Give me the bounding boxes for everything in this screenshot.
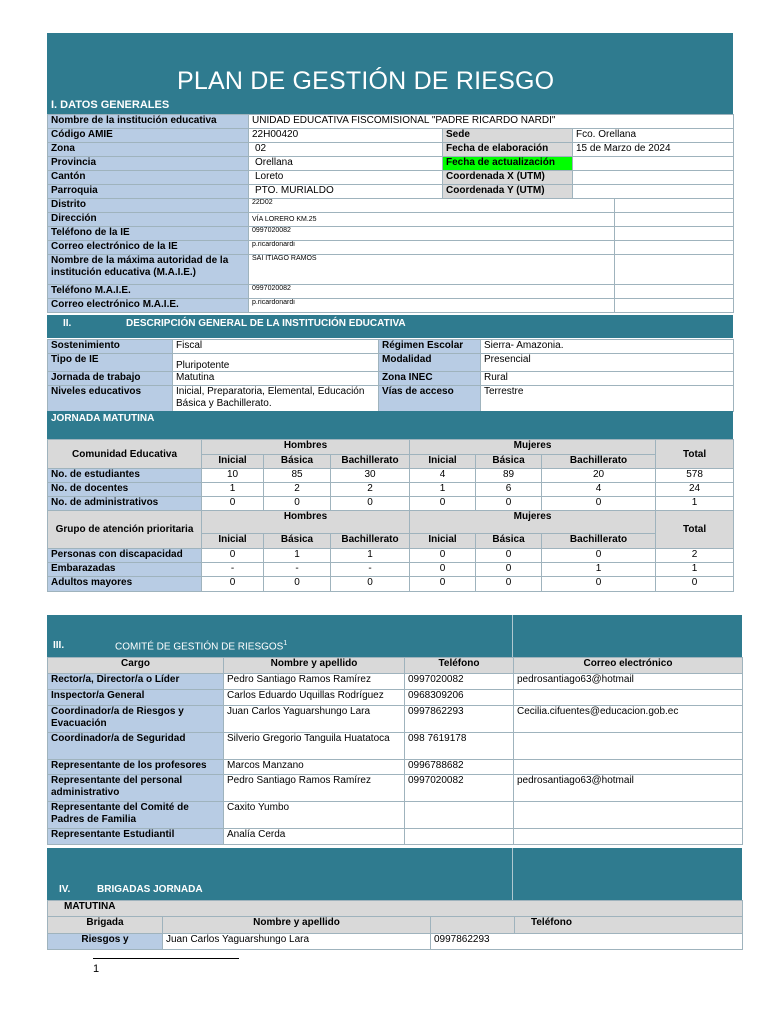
cell: 10 <box>202 469 264 483</box>
correo-cell <box>514 802 743 829</box>
distrito-value: 22D02 <box>249 199 615 213</box>
telefono-cell <box>405 829 514 845</box>
correo-cell <box>514 733 743 760</box>
cell: 0 <box>410 549 476 563</box>
cell: 1 <box>202 483 264 497</box>
column-header: Correo electrónico <box>514 658 743 674</box>
section-3-title-group <box>115 640 287 652</box>
section-2-title: DESCRIPCIÓN GENERAL DE LA INSTITUCIÓN EDUCATIVA <box>126 318 406 329</box>
table-row <box>48 760 743 775</box>
page-title: PLAN DE GESTIÓN DE RIESGO <box>177 67 555 95</box>
coordenada-x-label: Coordenada X (UTM) <box>443 171 573 185</box>
coordenada-y-label: Coordenada Y (UTM) <box>443 185 573 199</box>
telefono-ie-value: 0997020082 <box>249 227 615 241</box>
fecha-actualizacion-label: Fecha de actualización <box>443 157 573 171</box>
cell: 0 <box>656 577 734 592</box>
section-2-number: II. <box>63 318 72 329</box>
correo-cell <box>514 760 743 775</box>
modalidad-label: Modalidad <box>379 354 481 372</box>
cell: 4 <box>410 469 476 483</box>
telefono-maie-value: 0997020082 <box>249 285 615 299</box>
level-header: Básica <box>264 534 331 549</box>
cell: 0 <box>202 497 264 511</box>
nombre-cell: Pedro Santiago Ramos Ramírez <box>224 775 405 802</box>
correo-maie-label: Correo electrónico M.A.I.E. <box>48 299 249 313</box>
level-header: Básica <box>476 534 542 549</box>
telefono-ie-label: Teléfono de la IE <box>48 227 249 241</box>
cell: - <box>264 563 331 577</box>
row-label: Embarazadas <box>48 563 202 577</box>
fecha-actualizacion-value <box>573 157 734 171</box>
total-header-2: Total <box>656 511 734 549</box>
telefono-cell: 0997020082 <box>405 674 514 690</box>
coordenada-x-value <box>573 171 734 185</box>
sostenimiento-value: Fiscal <box>173 340 379 354</box>
zona-inec-label: Zona INEC <box>379 372 481 386</box>
regimen-label: Régimen Escolar <box>379 340 481 354</box>
cargo-cell: Coordinador/a de Riesgos y Evacuación <box>48 706 224 733</box>
cell: 0 <box>410 497 476 511</box>
table-row <box>48 469 734 483</box>
fecha-elaboracion-value: 15 de Marzo de 2024 <box>573 143 734 157</box>
table-row <box>48 549 734 563</box>
cell: 6 <box>476 483 542 497</box>
fecha-elaboracion-label: Fecha de elaboración <box>443 143 573 157</box>
correo-cell <box>514 829 743 845</box>
vias-label: Vías de acceso <box>379 386 481 412</box>
correo-maie-value: p.ricardonardi <box>249 299 615 313</box>
cargo-cell: Representante Estudiantil <box>48 829 224 845</box>
cell: 0 <box>476 577 542 592</box>
institution-label: Nombre de la institución educativa <box>48 115 249 129</box>
cell: 2 <box>264 483 331 497</box>
footnote-number: 1 <box>93 963 100 975</box>
cell: 0 <box>476 549 542 563</box>
row-label: No. de estudiantes <box>48 469 202 483</box>
telefono-cell: 0997862293 <box>431 934 743 950</box>
cell: 578 <box>656 469 734 483</box>
cell: 0 <box>542 497 656 511</box>
table-row <box>48 829 743 845</box>
cell: 24 <box>656 483 734 497</box>
column-header: Cargo <box>48 658 224 674</box>
comunidad-header: Comunidad Educativa <box>48 440 202 469</box>
cargo-cell: Representante de los profesores <box>48 760 224 775</box>
cell: 4 <box>542 483 656 497</box>
column-header: Brigada <box>48 917 163 934</box>
cell: 1 <box>656 497 734 511</box>
cell: 89 <box>476 469 542 483</box>
cell: 2 <box>331 483 410 497</box>
canton-value: Loreto <box>249 171 443 185</box>
provincia-label: Provincia <box>48 157 249 171</box>
section-3-bar <box>47 615 742 657</box>
table-row <box>48 802 743 829</box>
section-1-title: I. DATOS GENERALES <box>51 99 170 111</box>
amie-label: Código AMIE <box>48 129 249 143</box>
cell: 0 <box>542 577 656 592</box>
cell: 0 <box>410 577 476 592</box>
provincia-value: Orellana <box>249 157 443 171</box>
descripcion-table <box>47 339 734 412</box>
level-header: Inicial <box>202 534 264 549</box>
nombre-cell: Analía Cerda <box>224 829 405 845</box>
cell: 0 <box>264 577 331 592</box>
regimen-value: Sierra- Amazonia. <box>481 340 734 354</box>
canton-label: Cantón <box>48 171 249 185</box>
brigadas-table <box>47 900 743 950</box>
cell: 1 <box>331 549 410 563</box>
cargo-cell: Inspector/a General <box>48 690 224 706</box>
table-row <box>48 577 734 592</box>
sostenimiento-label: Sostenimiento <box>48 340 173 354</box>
section-2-bar <box>47 315 733 338</box>
telefono-cell: 098 7619178 <box>405 733 514 760</box>
footnote-ref: 1 <box>283 640 288 647</box>
niveles-value: Inicial, Preparatoria, Elemental, Educación Básica y Bachillerato. <box>173 386 379 412</box>
parroquia-label: Parroquia <box>48 185 249 199</box>
parroquia-value: PTO. MURIALDO <box>249 185 443 199</box>
row-label: Personas con discapacidad <box>48 549 202 563</box>
datos-generales-table <box>47 114 734 313</box>
cell: - <box>331 563 410 577</box>
level-header: Bachillerato <box>331 534 410 549</box>
brigadas-subtitle: MATUTINA <box>48 901 743 917</box>
cell: 0 <box>264 497 331 511</box>
nombre-cell: Silverio Gregorio Tanguila Huatatoca <box>224 733 405 760</box>
row-label: Adultos mayores <box>48 577 202 592</box>
table-row <box>48 497 734 511</box>
grupo-header: Grupo de atención prioritaria <box>48 511 202 549</box>
column-header: Nombre y apellido <box>224 658 405 674</box>
tipo-ie-label: Tipo de IE <box>48 354 173 372</box>
cell: 0 <box>331 497 410 511</box>
document-header <box>47 33 733 114</box>
cargo-cell: Coordinador/a de Seguridad <box>48 733 224 760</box>
distrito-label: Distrito <box>48 199 249 213</box>
nombre-cell: Carlos Eduardo Uquillas Rodríguez <box>224 690 405 706</box>
sede-label: Sede <box>443 129 573 143</box>
mujeres-header: Mujeres <box>410 440 656 455</box>
level-header: Básica <box>264 455 331 469</box>
jornada-trabajo-value: Matutina <box>173 372 379 386</box>
cell: 0 <box>202 577 264 592</box>
vias-value: Terrestre <box>481 386 734 412</box>
level-header: Inicial <box>202 455 264 469</box>
cell: 2 <box>656 549 734 563</box>
cell: 1 <box>542 563 656 577</box>
cell: 1 <box>264 549 331 563</box>
nombre-cell: Pedro Santiago Ramos Ramírez <box>224 674 405 690</box>
jornada-bar <box>47 411 733 439</box>
comite-table <box>47 657 743 845</box>
institution-value: UNIDAD EDUCATIVA FISCOMISIONAL "PADRE RICARDO NARDI" <box>249 115 734 129</box>
cell: 0 <box>331 577 410 592</box>
level-header: Bachillerato <box>542 455 656 469</box>
modalidad-value: Presencial <box>481 354 734 372</box>
telefono-cell: 0968309206 <box>405 690 514 706</box>
telefono-cell <box>405 802 514 829</box>
level-header: Bachillerato <box>542 534 656 549</box>
cargo-cell: Representante del Comité de Padres de Familia <box>48 802 224 829</box>
cell: 0 <box>476 563 542 577</box>
total-header: Total <box>656 440 734 469</box>
level-header: Inicial <box>410 455 476 469</box>
cell: 1 <box>656 563 734 577</box>
mujeres-header-2: Mujeres <box>410 511 656 534</box>
table-row <box>48 690 743 706</box>
maie-value: SAI ITIAGO RAMOS <box>249 255 615 285</box>
direccion-label: Dirección <box>48 213 249 227</box>
table-row <box>48 775 743 802</box>
table-row <box>48 483 734 497</box>
table-row <box>48 706 743 733</box>
cell: 0 <box>476 497 542 511</box>
column-header: Nombre y apellido <box>163 917 431 934</box>
footnote-separator <box>93 958 239 959</box>
telefono-maie-label: Teléfono M.A.I.E. <box>48 285 249 299</box>
amie-value: 22H00420 <box>249 129 443 143</box>
nombre-cell: Juan Carlos Yaguarshungo Lara <box>163 934 431 950</box>
cargo-cell: Rector/a, Director/a o Líder <box>48 674 224 690</box>
zona-inec-value: Rural <box>481 372 734 386</box>
coordenada-y-value <box>573 185 734 199</box>
telefono-cell: 0997020082 <box>405 775 514 802</box>
telefono-cell: 0996788682 <box>405 760 514 775</box>
level-header: Inicial <box>410 534 476 549</box>
hombres-header-2: Hombres <box>202 511 410 534</box>
cell: 0 <box>410 563 476 577</box>
zona-value: 02 <box>249 143 443 157</box>
cell: 20 <box>542 469 656 483</box>
nombre-cell: Juan Carlos Yaguarshungo Lara <box>224 706 405 733</box>
cell: 30 <box>331 469 410 483</box>
level-header: Básica <box>476 455 542 469</box>
correo-cell: pedrosantiago63@hotmail <box>514 674 743 690</box>
row-label: No. de administrativos <box>48 497 202 511</box>
cell: 85 <box>264 469 331 483</box>
sede-value: Fco. Orellana <box>573 129 734 143</box>
hombres-header: Hombres <box>202 440 410 455</box>
cell: - <box>202 563 264 577</box>
jornada-trabajo-label: Jornada de trabajo <box>48 372 173 386</box>
jornada-title: JORNADA MATUTINA <box>51 413 155 424</box>
cell: 0 <box>542 549 656 563</box>
direccion-value: VÍA LORERO KM.25 <box>249 213 615 227</box>
section-3-title: COMITÉ DE GESTIÓN DE RIESGOS <box>115 641 284 653</box>
table-row <box>48 934 743 950</box>
bar-divider <box>512 615 513 657</box>
bar-divider <box>512 848 513 900</box>
niveles-label: Niveles educativos <box>48 386 173 412</box>
correo-cell: Cecilia.cifuentes@educacion.gob.ec <box>514 706 743 733</box>
section-4-number: IV. <box>59 884 71 895</box>
nombre-cell: Caxito Yumbo <box>224 802 405 829</box>
section-4-bar <box>47 848 742 900</box>
section-4-title: BRIGADAS JORNADA <box>97 884 203 895</box>
table-row <box>48 563 734 577</box>
telefono-cell: 0997862293 <box>405 706 514 733</box>
column-header: Teléfono <box>405 658 514 674</box>
cell: 0 <box>202 549 264 563</box>
brigada-cell: Riesgos y <box>48 934 163 950</box>
tipo-ie-value: Pluripotente <box>173 354 379 372</box>
correo-cell: pedrosantiago63@hotmail <box>514 775 743 802</box>
zona-label: Zona <box>48 143 249 157</box>
comunidad-table <box>47 439 734 592</box>
table-row <box>48 674 743 690</box>
cell: 1 <box>410 483 476 497</box>
correo-cell <box>514 690 743 706</box>
row-label: No. de docentes <box>48 483 202 497</box>
correo-ie-label: Correo electrónico de la IE <box>48 241 249 255</box>
correo-ie-value: p.ricardonardi <box>249 241 615 255</box>
cargo-cell: Representante del personal administrativo <box>48 775 224 802</box>
table-row <box>48 733 743 760</box>
level-header: Bachillerato <box>331 455 410 469</box>
column-header: Teléfono <box>515 917 743 934</box>
section-3-number: III. <box>53 640 65 651</box>
maie-label: Nombre de la máxima autoridad de la institución educativa (M.A.I.E.) <box>48 255 249 285</box>
nombre-cell: Marcos Manzano <box>224 760 405 775</box>
